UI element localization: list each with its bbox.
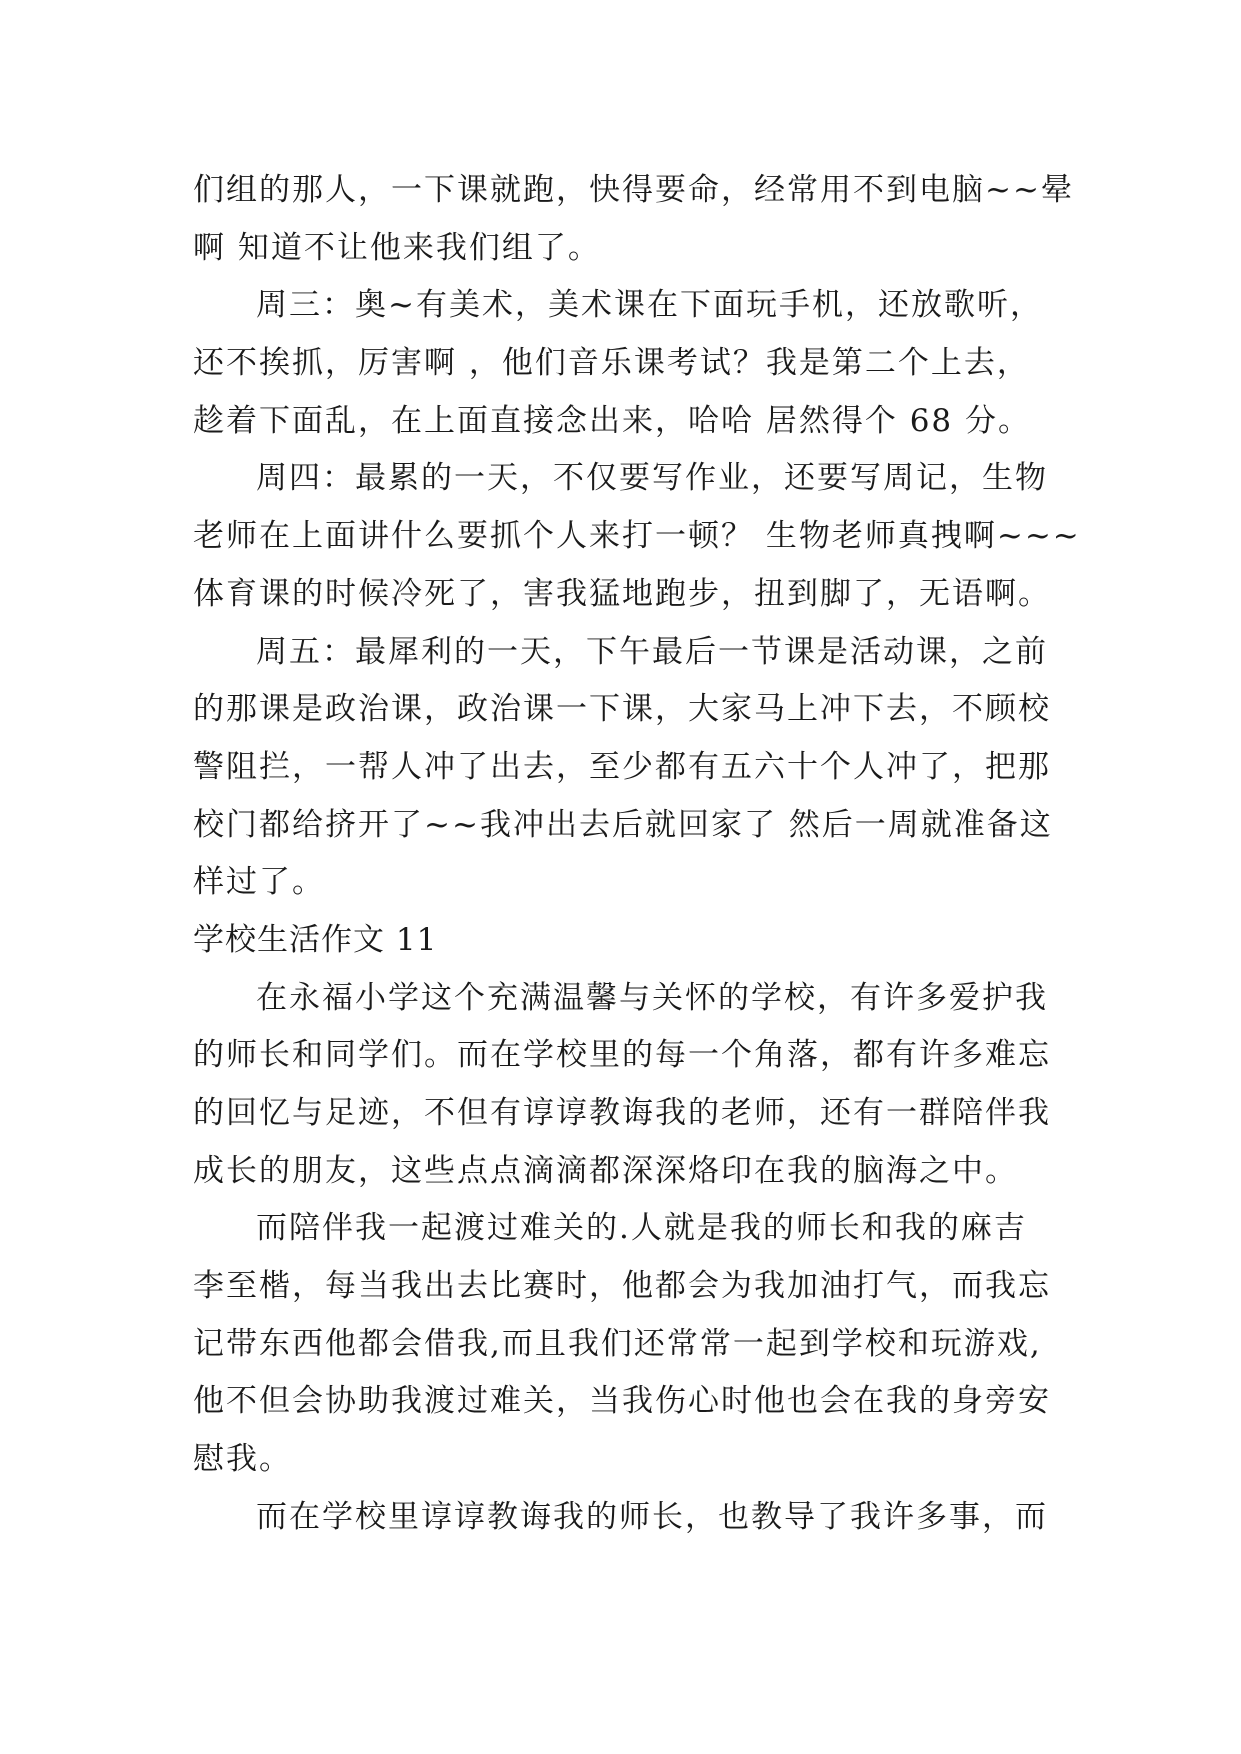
text-line: 样过了。 <box>193 864 325 901</box>
text-line: 校门都给挤开了~~我冲出去后就回家了 然后一周就准备这 <box>193 806 1053 843</box>
text-line: 们组的那人，一下课就跑，快得要命，经常用不到电脑~~晕 <box>193 172 1074 208</box>
paragraph-start-line: 周五：最犀利的一天，下午最后一节课是活动课，之前 <box>256 633 1048 670</box>
paragraph-start-line: 周三：奥~有美术，美术课在下面玩手机，还放歌听， <box>256 287 1043 324</box>
paragraph-start-line: 而在学校里谆谆教诲我的师长，也教导了我许多事，而 <box>256 1498 1048 1535</box>
paragraph-start-line: 在永福小学这个充满温馨与关怀的学校，有许多爱护我 <box>256 979 1048 1016</box>
text-line: 的那课是政治课，政治课一下课，大家马上冲下去，不顾校 <box>193 691 1051 728</box>
text-line: 啊 知道不让他来我们组了。 <box>193 229 601 266</box>
text-line: 警阻拦，一帮人冲了出去，至少都有五六十个人冲了，把那 <box>193 748 1051 785</box>
text-line: 体育课的时候冷死了，害我猛地跑步，扭到脚了，无语啊。 <box>193 575 1051 612</box>
text-line: 的回忆与足迹，不但有谆谆教诲我的老师，还有一群陪伴我 <box>193 1095 1051 1131</box>
paragraph-start-line: 周四：最累的一天，不仅要写作业，还要写周记，生物 <box>256 460 1048 497</box>
section-heading: 学校生活作文 11 <box>193 921 438 958</box>
text-line: 他不但会协助我渡过难关，当我伤心时他也会在我的身旁安 <box>193 1383 1051 1420</box>
text-line: 老师在上面讲什么要抓个人来打一顿？ 生物老师真拽啊~~~ <box>193 518 1081 555</box>
text-line: 成长的朋友，这些点点滴滴都深深烙印在我的脑海之中。 <box>193 1152 1018 1189</box>
text-line: 还不挨抓，厉害啊 ，他们音乐课考试？我是第二个上去， <box>193 345 1030 382</box>
text-line: 趁着下面乱，在上面直接念出来，哈哈 居然得个 68 分。 <box>193 402 1032 439</box>
text-line: 李至楷，每当我出去比赛时，他都会为我加油打气，而我忘 <box>193 1268 1051 1305</box>
text-line: 的师长和同学们。而在学校里的每一个角落，都有许多难忘 <box>193 1037 1051 1074</box>
text-line: 慰我。 <box>193 1441 292 1478</box>
document-body <box>193 162 1081 1547</box>
paragraph-start-line: 而陪伴我一起渡过难关的.人就是我的师长和我的麻吉 <box>256 1210 1027 1247</box>
text-line: 记带东西他都会借我,而且我们还常常一起到学校和玩游戏, <box>193 1325 1042 1362</box>
